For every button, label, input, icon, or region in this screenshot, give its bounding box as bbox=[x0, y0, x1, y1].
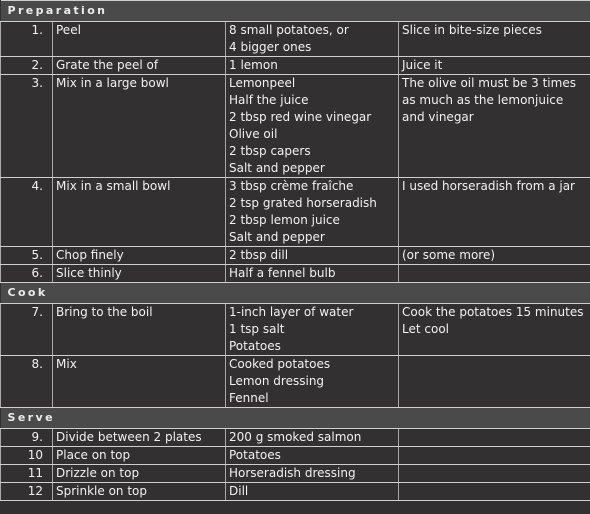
step-action: Mix bbox=[53, 356, 226, 408]
step-note bbox=[399, 429, 590, 447]
step-number: 11 bbox=[1, 465, 53, 483]
step-row bbox=[1, 483, 590, 501]
step-number: 10 bbox=[1, 447, 53, 465]
ingredient-line: Horseradish dressing bbox=[229, 466, 356, 480]
ingredient-line: 1 lemon bbox=[229, 58, 278, 72]
step-action: Chop finely bbox=[53, 247, 226, 265]
step-row bbox=[1, 57, 590, 75]
step-action: Sprinkle on top bbox=[53, 483, 226, 501]
step-row bbox=[1, 447, 590, 465]
ingredient-line: 4 bigger ones bbox=[229, 40, 312, 54]
step-ingredients bbox=[226, 429, 399, 447]
step-action: Mix in a large bowl bbox=[53, 75, 226, 178]
step-note: (or some more) bbox=[399, 247, 590, 265]
ingredient-line: Lemon dressing bbox=[229, 374, 325, 388]
step-ingredients bbox=[226, 356, 399, 408]
step-ingredients bbox=[226, 57, 399, 75]
step-action: Place on top bbox=[53, 447, 226, 465]
step-row bbox=[1, 247, 590, 265]
ingredient-line: Half the juice bbox=[229, 93, 309, 107]
ingredient-line: 2 tsp grated horseradish bbox=[229, 196, 377, 210]
step-row bbox=[1, 356, 590, 408]
step-row bbox=[1, 265, 590, 283]
step-action: Drizzle on top bbox=[53, 465, 226, 483]
step-row bbox=[1, 304, 590, 356]
step-note bbox=[399, 356, 590, 408]
step-number: 1. bbox=[1, 22, 53, 57]
ingredient-line: Lemonpeel bbox=[229, 76, 296, 90]
step-action: Bring to the boil bbox=[53, 304, 226, 356]
ingredient-line: 1 tsp salt bbox=[229, 322, 285, 336]
step-note bbox=[399, 265, 590, 283]
ingredient-line: 2 tbsp lemon juice bbox=[229, 213, 340, 227]
step-note: Slice in bite-size pieces bbox=[399, 22, 590, 57]
ingredient-line: 1-inch layer of water bbox=[229, 305, 354, 319]
step-note: Juice it bbox=[399, 57, 590, 75]
recipe-body bbox=[1, 1, 590, 501]
step-ingredients bbox=[226, 483, 399, 501]
ingredient-line: 2 tbsp red wine vinegar bbox=[229, 110, 372, 124]
step-action: Divide between 2 plates bbox=[53, 429, 226, 447]
step-row bbox=[1, 75, 590, 178]
step-row bbox=[1, 22, 590, 57]
step-number: 6. bbox=[1, 265, 53, 283]
ingredient-line: Potatoes bbox=[229, 448, 281, 462]
ingredient-line: Salt and pepper bbox=[229, 161, 325, 175]
step-ingredients bbox=[226, 247, 399, 265]
step-number: 2. bbox=[1, 57, 53, 75]
ingredient-line: Potatoes bbox=[229, 339, 281, 353]
ingredient-line: 3 tbsp crème fraîche bbox=[229, 179, 354, 193]
step-ingredients bbox=[226, 265, 399, 283]
ingredient-line: Cooked potatoes bbox=[229, 357, 331, 371]
step-ingredients bbox=[226, 447, 399, 465]
step-note bbox=[399, 483, 590, 501]
ingredient-line: 2 tbsp capers bbox=[229, 144, 311, 158]
step-action: Peel bbox=[53, 22, 226, 57]
ingredient-line: Salt and pepper bbox=[229, 230, 325, 244]
step-ingredients bbox=[226, 75, 399, 178]
step-note bbox=[399, 447, 590, 465]
step-action: Slice thinly bbox=[53, 265, 226, 283]
step-number: 4. bbox=[1, 178, 53, 247]
step-ingredients bbox=[226, 465, 399, 483]
section-title: Preparation bbox=[1, 1, 590, 22]
step-action: Grate the peel of bbox=[53, 57, 226, 75]
step-number: 3. bbox=[1, 75, 53, 178]
step-note: I used horseradish from a jar bbox=[399, 178, 590, 247]
step-note: The olive oil must be 3 times as much as the lemonjuice and vinegar bbox=[399, 75, 590, 178]
ingredient-line: 8 small potatoes, or bbox=[229, 23, 349, 37]
ingredient-line: Fennel bbox=[229, 391, 269, 405]
step-action: Mix in a small bowl bbox=[53, 178, 226, 247]
step-number: 7. bbox=[1, 304, 53, 356]
step-ingredients bbox=[226, 304, 399, 356]
section-header-row bbox=[1, 283, 590, 304]
ingredient-line: 200 g smoked salmon bbox=[229, 430, 362, 444]
step-row bbox=[1, 178, 590, 247]
step-number: 12 bbox=[1, 483, 53, 501]
step-number: 5. bbox=[1, 247, 53, 265]
ingredient-line: 2 tbsp dill bbox=[229, 248, 289, 262]
step-note: Cook the potatoes 15 minutes Let cool bbox=[399, 304, 590, 356]
ingredient-line: Dill bbox=[229, 484, 249, 498]
step-ingredients bbox=[226, 178, 399, 247]
step-ingredients bbox=[226, 22, 399, 57]
section-header-row bbox=[1, 1, 590, 22]
section-title: Serve bbox=[1, 408, 590, 429]
step-row bbox=[1, 465, 590, 483]
ingredient-line: Olive oil bbox=[229, 127, 278, 141]
section-title: Cook bbox=[1, 283, 590, 304]
step-number: 9. bbox=[1, 429, 53, 447]
step-number: 8. bbox=[1, 356, 53, 408]
step-row bbox=[1, 429, 590, 447]
section-header-row bbox=[1, 408, 590, 429]
ingredient-line: Half a fennel bulb bbox=[229, 266, 336, 280]
step-note bbox=[399, 465, 590, 483]
